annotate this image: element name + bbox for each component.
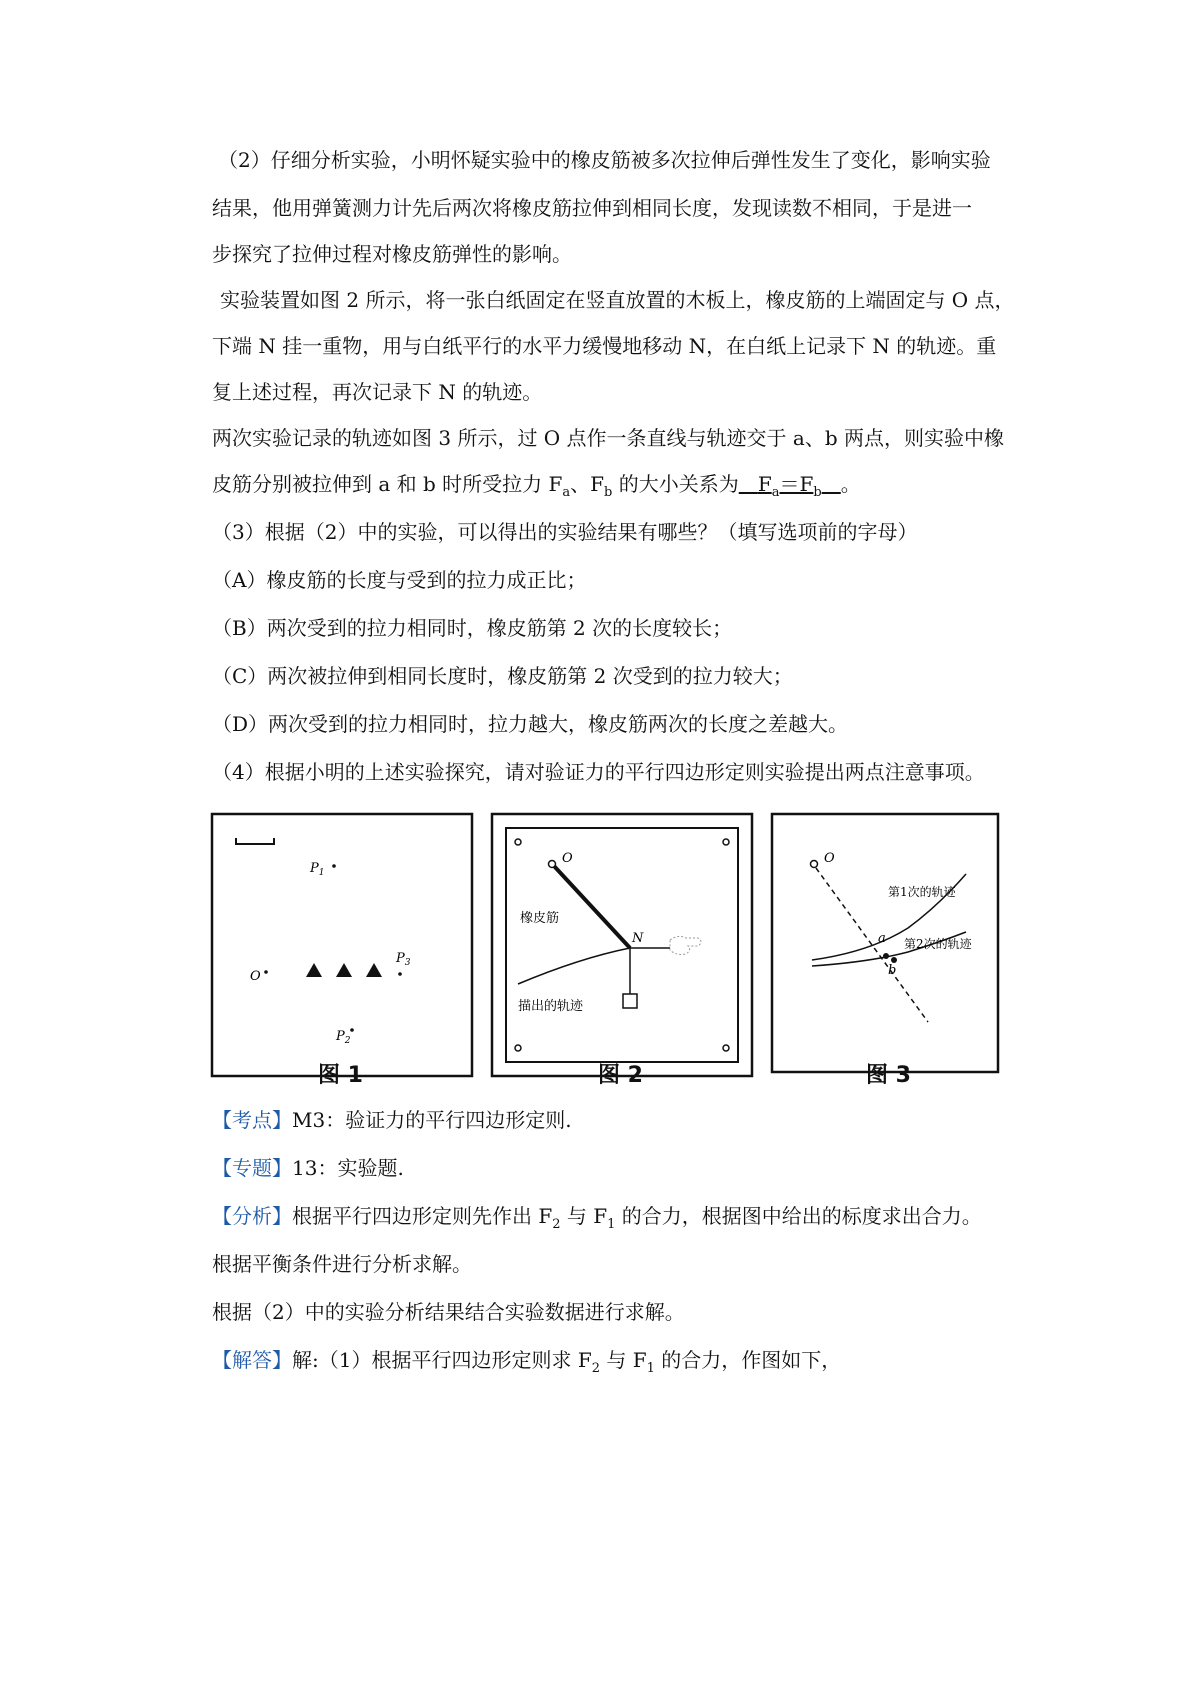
caption-figure-3: 图 3: [866, 1063, 911, 1088]
para-2-line-3: 步探究了拉伸过程对橡皮筋弹性的影响。: [212, 242, 572, 266]
point-p2: [350, 1028, 354, 1032]
note-zhuanti: [212, 1154, 404, 1182]
weight-box: [623, 994, 637, 1008]
para-2-line-1: （2）仔细分析实验，小明怀疑实验中的橡皮筋被多次拉伸后弹性发生了变化，影响实验: [218, 148, 991, 172]
note-jieda: [212, 1346, 841, 1374]
para-3-line-2: 下端 N 挂一重物，用与白纸平行的水平力缓慢地移动 N，在白纸上记录下 N 的轨迹。重: [212, 334, 997, 358]
caption-figure-1: 图 1: [318, 1063, 363, 1088]
label-a: a: [878, 931, 886, 946]
para-4-text-f: 。: [840, 472, 861, 496]
label-rubber-band: 橡皮筋: [520, 911, 560, 926]
option-b: （B）两次受到的拉力相同时，橡皮筋第 2 次的长度较长；: [212, 616, 733, 640]
caption-figure-2: 图 2: [598, 1063, 643, 1088]
label-trace-2: 第2次的轨迹: [904, 937, 972, 951]
point-p3: [398, 972, 402, 976]
text-zhuanti: 13：实验题.: [292, 1156, 404, 1180]
figure-3: [770, 812, 1000, 1076]
figure-2: [490, 812, 754, 1080]
fenxi-text-b: 与 F: [560, 1204, 608, 1228]
note-kaodian: [212, 1106, 572, 1134]
fenxi-sub-2: 2: [552, 1217, 561, 1232]
para-3-line-1: 实验装置如图 2 所示，将一张白纸固定在竖直放置的木板上，橡皮筋的上端固定与 O 点，: [220, 288, 1015, 312]
label-traced-path: 描出的轨迹: [518, 999, 584, 1014]
label-p3: $P_3$: [396, 951, 411, 968]
point-b: [891, 957, 897, 963]
para-4-line-2: [212, 470, 861, 498]
tag-fenxi: 【分析】: [212, 1204, 292, 1228]
label-o: O: [250, 969, 261, 984]
para-4-line-1: 两次实验记录的轨迹如图 3 所示，过 O 点作一条直线与轨迹交于 a、b 两点，则实验中橡: [212, 426, 1004, 450]
para-4-text-e: 的大小关系为: [612, 472, 739, 496]
note-fenxi-2: 根据平衡条件进行分析求解。: [212, 1252, 472, 1276]
label-n: N: [632, 931, 644, 946]
question-3: （3）根据（2）中的实验，可以得出的实验结果有哪些？（填写选项前的字母）: [212, 520, 918, 544]
answer-eq: ＝F: [779, 472, 814, 496]
para-4-text-c: 、F: [570, 472, 605, 496]
answer-blank: [739, 472, 841, 500]
fenxi-sub-1: 1: [607, 1217, 616, 1232]
answer-sub-a: a: [771, 485, 780, 500]
jieda-sub-2: 2: [591, 1361, 600, 1376]
para-2-line-2: 结果，他用弹簧测力计先后两次将橡皮筋拉伸到相同长度，发现读数不相同，于是进一: [212, 196, 972, 220]
question-4: （4）根据小明的上述实验探究，请对验证力的平行四边形定则实验提出两点注意事项。: [212, 760, 985, 784]
note-fenxi: [212, 1202, 982, 1230]
answer-f: F: [757, 472, 772, 496]
jieda-sub-1: 1: [646, 1361, 655, 1376]
answer-sub-b: b: [813, 485, 822, 500]
para-4-text-a: 皮筋分别被拉伸到 a 和 b 时所受拉力 F: [212, 472, 563, 496]
subscript-b: b: [604, 485, 613, 500]
label-o: O: [824, 851, 835, 866]
figure-1: [210, 812, 474, 1080]
jieda-text-b: 与 F: [599, 1348, 647, 1372]
point-a: [883, 953, 889, 959]
option-d: （D）两次受到的拉力相同时，拉力越大，橡皮筋两次的长度之差越大。: [212, 712, 849, 736]
jieda-text-a: 解:（1）根据平行四边形定则求 F: [292, 1348, 592, 1372]
label-p2: $P_2$: [336, 1029, 351, 1046]
point-o: [264, 970, 268, 974]
tag-jieda: 【解答】: [212, 1348, 292, 1372]
note-fenxi-3: 根据（2）中的实验分析结果结合实验数据进行求解。: [212, 1300, 685, 1324]
para-3-line-3: 复上述过程，再次记录下 N 的轨迹。: [212, 380, 543, 404]
label-o: O: [562, 851, 573, 866]
subscript-a: a: [562, 485, 571, 500]
fenxi-text-a: 根据平行四边形定则先作出 F: [292, 1204, 553, 1228]
label-b: b: [888, 963, 897, 978]
fenxi-text-c: 的合力，根据图中给出的标度求出合力。: [615, 1204, 982, 1228]
option-a: （A）橡皮筋的长度与受到的拉力成正比；: [212, 568, 587, 592]
tag-kaodian: 【考点】: [212, 1108, 292, 1132]
jieda-text-c: 的合力，作图如下，: [654, 1348, 842, 1372]
text-kaodian: M3：验证力的平行四边形定则.: [292, 1108, 572, 1132]
tag-zhuanti: 【专题】: [212, 1156, 292, 1180]
point-p1: [332, 864, 336, 868]
label-trace-1: 第1次的轨迹: [888, 885, 956, 899]
option-c: （C）两次被拉伸到相同长度时，橡皮筋第 2 次受到的拉力较大；: [212, 664, 793, 688]
label-p1: $P_1$: [310, 861, 325, 878]
